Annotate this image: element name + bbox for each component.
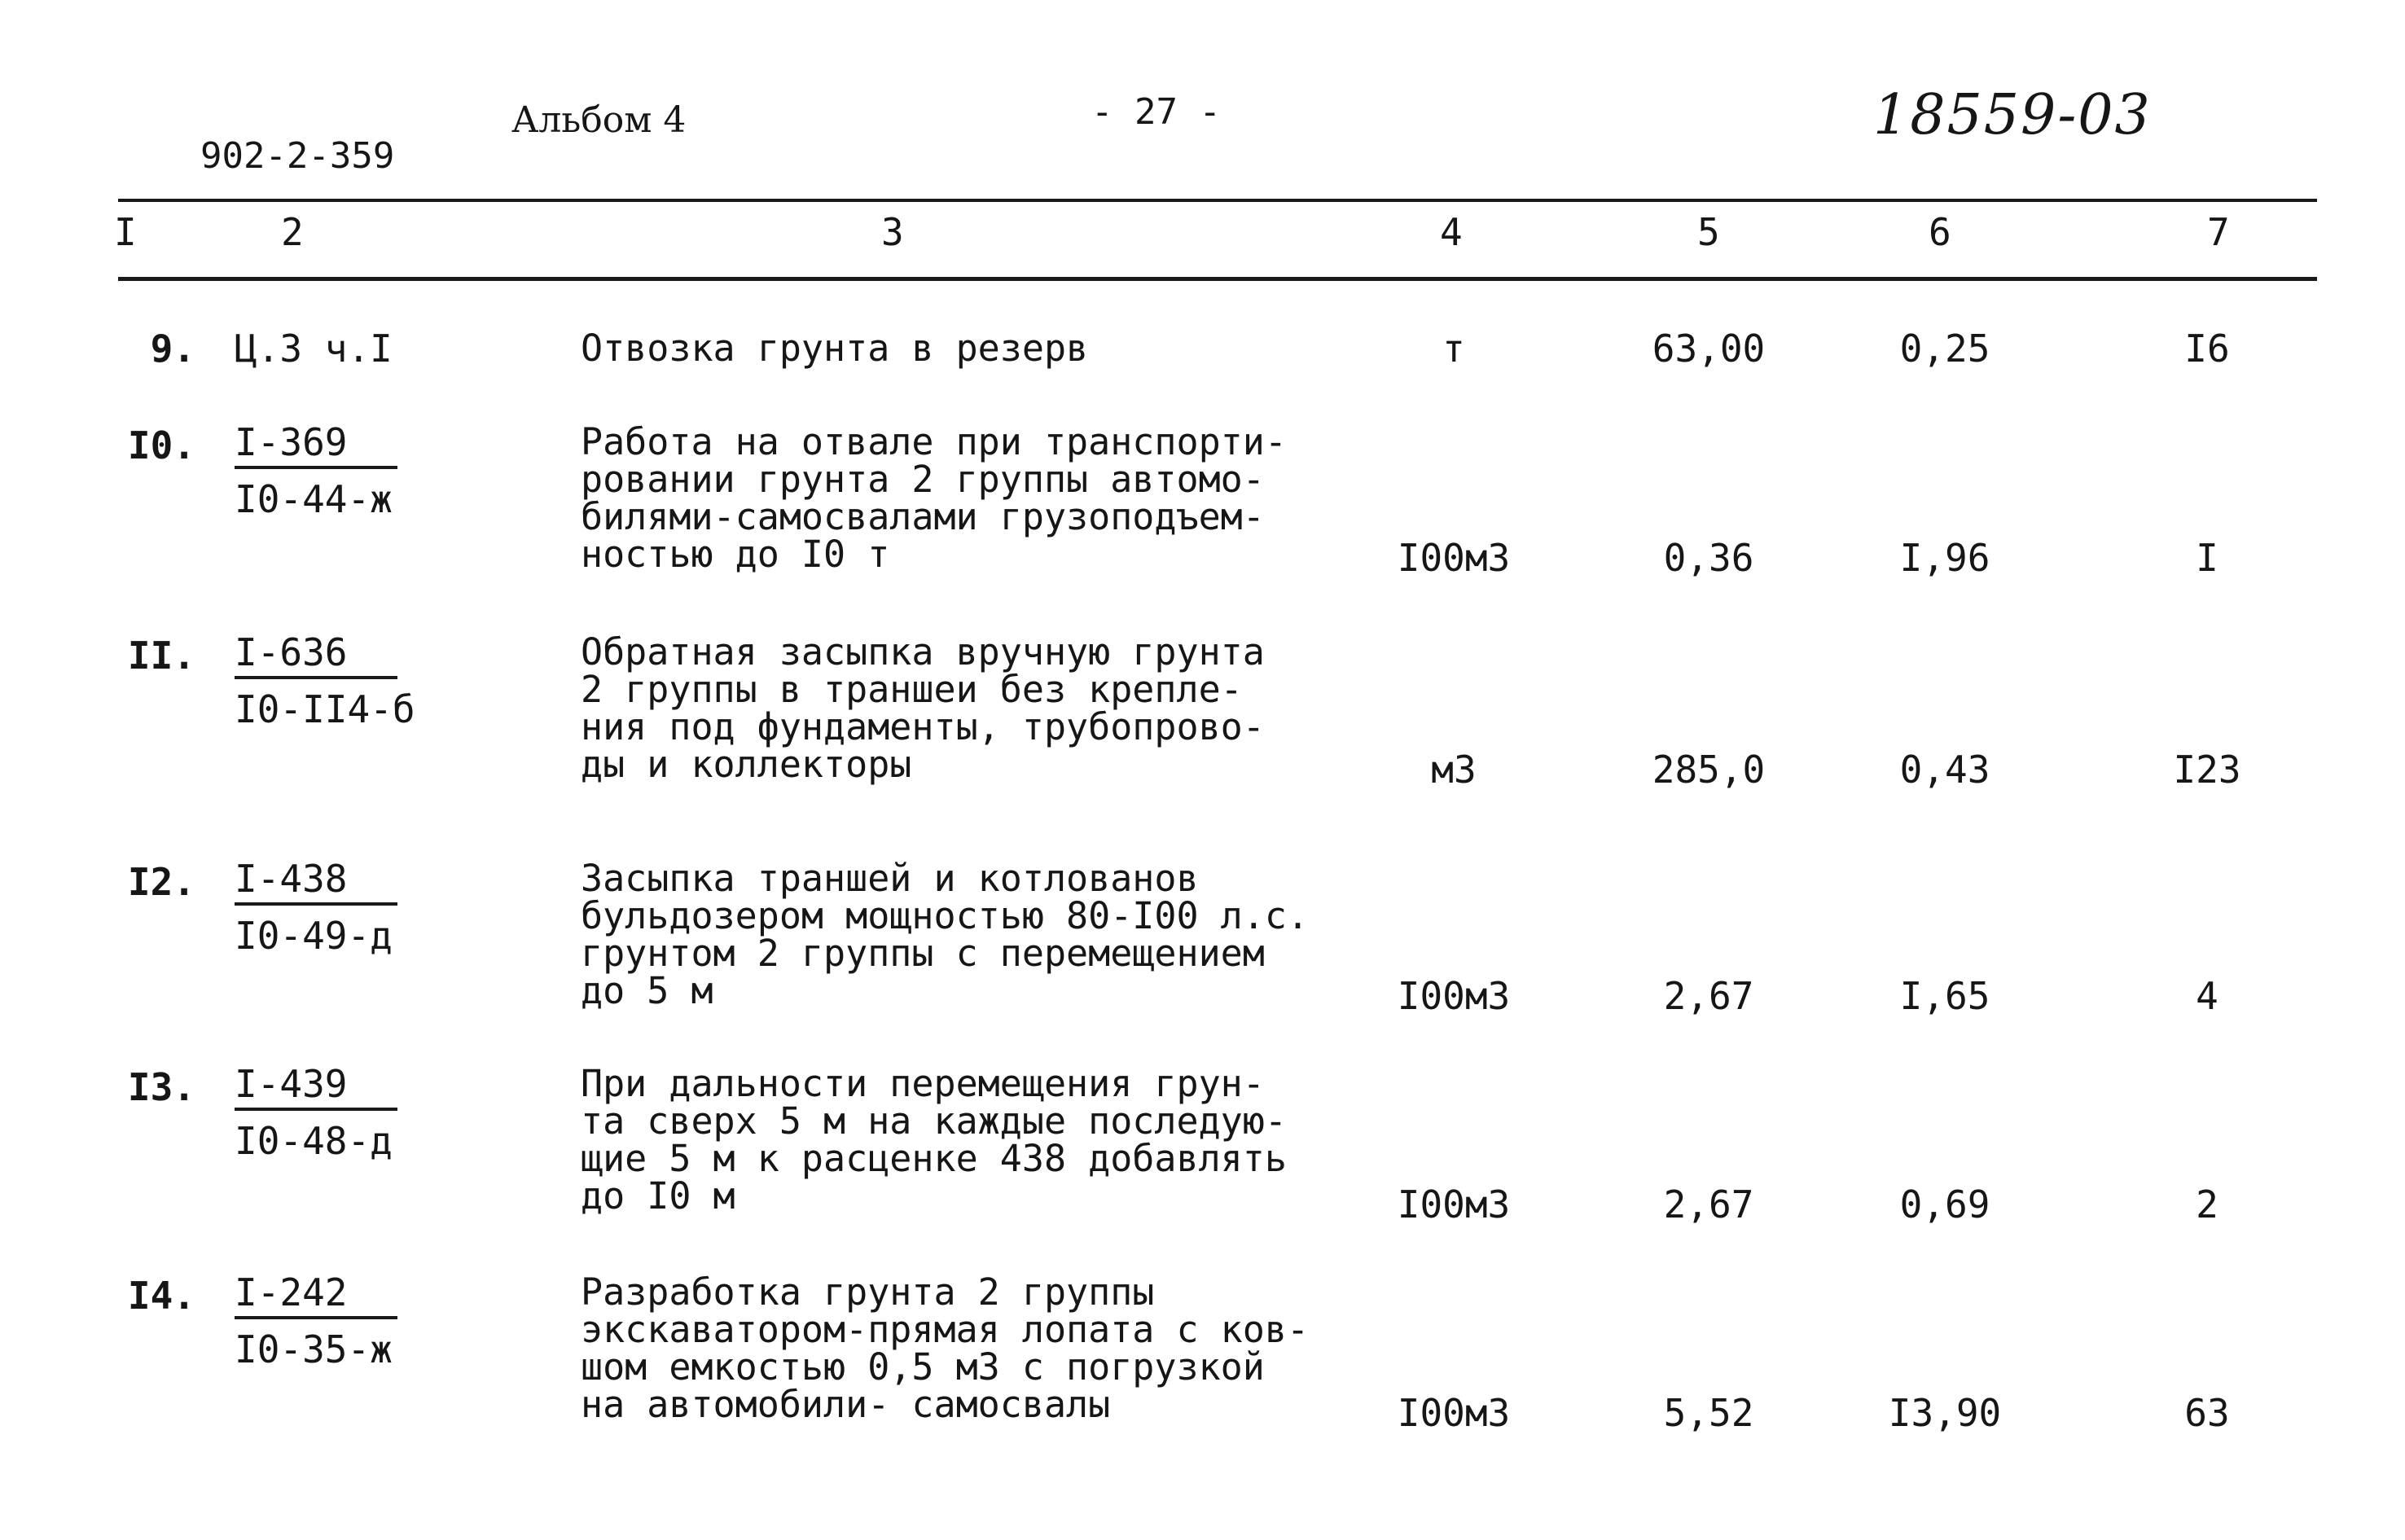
ferm-code: I0-II4-б xyxy=(235,687,415,731)
row-number: I3. xyxy=(127,1065,195,1109)
quantity: 2,67 xyxy=(1663,1182,1754,1226)
document-code: 902-2-359 xyxy=(200,135,395,177)
total-value: 63 xyxy=(2184,1391,2230,1435)
norm-value: I3,90 xyxy=(1888,1391,2002,1435)
page-number: - 27 - xyxy=(1091,91,1221,133)
total-value: 2 xyxy=(2196,1182,2218,1226)
total-value: I6 xyxy=(2184,327,2230,371)
table-header-rule xyxy=(118,277,2317,281)
quantity: 285,0 xyxy=(1652,748,1766,792)
norm-value: I,96 xyxy=(1899,536,1990,580)
norm-value: I,65 xyxy=(1899,974,1990,1018)
quantity: 5,52 xyxy=(1663,1391,1754,1435)
row-number: I4. xyxy=(127,1274,195,1318)
norm-value: 0,43 xyxy=(1899,748,1990,792)
work-description: Засыпка траншей и котлованов бульдозером мощностью 80-I00 л.с. грунтом 2 группы с перемещением до 5 м xyxy=(581,857,1310,1012)
column-header-3: 3 xyxy=(881,210,904,254)
quantity: 2,67 xyxy=(1663,974,1754,1018)
rate-code: I-369 xyxy=(235,423,397,469)
column-header-6: 6 xyxy=(1929,210,1951,254)
work-description: Разработка грунта 2 группы экскаватором-прямая лопата с ков- шом емкостью 0,5 м3 с погрузкой на автомобили- самосвалы xyxy=(581,1270,1310,1426)
album-label: Альбом 4 xyxy=(511,99,687,141)
column-header-5: 5 xyxy=(1697,210,1720,254)
column-header-1: I xyxy=(114,210,137,254)
work-description: Обратная засыпка вручную грунта 2 группы в траншеи без крепле- ния под фундаменты, трубопрово- ды и коллекторы xyxy=(581,630,1265,786)
ferm-code: I0-49-д xyxy=(235,914,393,958)
row-number: I2. xyxy=(127,860,195,904)
unit: м3 xyxy=(1431,748,1477,792)
table-top-rule xyxy=(118,199,2317,202)
unit: I00м3 xyxy=(1397,1182,1511,1226)
unit: I00м3 xyxy=(1397,1391,1511,1435)
rate-code: I-636 xyxy=(235,634,397,679)
rate-code: I-242 xyxy=(235,1274,397,1319)
work-description: Работа на отвале при транспорти- ровании грунта 2 группы автомо- билями-самосвалами грузоподъем- ностью до I0 т xyxy=(581,420,1287,576)
norm-value: 0,69 xyxy=(1899,1182,1990,1226)
column-header-7: 7 xyxy=(2207,210,2230,254)
row-number: II. xyxy=(127,634,195,678)
rate-code: I-438 xyxy=(235,860,397,906)
row-number: I0. xyxy=(127,423,195,467)
unit: I00м3 xyxy=(1397,536,1511,580)
work-description: При дальности перемещения грун- та сверх 5 м на каждые последую- щие 5 м к расценке 438 добавлять до I0 м xyxy=(581,1062,1287,1218)
row-number: 9. xyxy=(150,327,195,371)
unit: I00м3 xyxy=(1397,974,1511,1018)
ferm-code: I0-48-д xyxy=(235,1119,393,1163)
total-value: 4 xyxy=(2196,974,2218,1018)
total-value: I xyxy=(2196,536,2218,580)
quantity: 63,00 xyxy=(1652,327,1766,371)
rate-code: Ц.3 ч.I xyxy=(235,327,393,371)
ferm-code: I0-35-ж xyxy=(235,1327,393,1371)
column-header-2: 2 xyxy=(281,210,304,254)
quantity: 0,36 xyxy=(1663,536,1754,580)
total-value: I23 xyxy=(2173,748,2241,792)
unit: т xyxy=(1442,327,1465,371)
norm-value: 0,25 xyxy=(1899,327,1990,371)
column-header-4: 4 xyxy=(1440,210,1463,254)
ferm-code: I0-44-ж xyxy=(235,477,393,521)
work-description: Отвозка грунта в резерв xyxy=(581,327,1089,370)
inventory-number: 18559-03 xyxy=(1873,83,2152,147)
rate-code: I-439 xyxy=(235,1065,397,1111)
